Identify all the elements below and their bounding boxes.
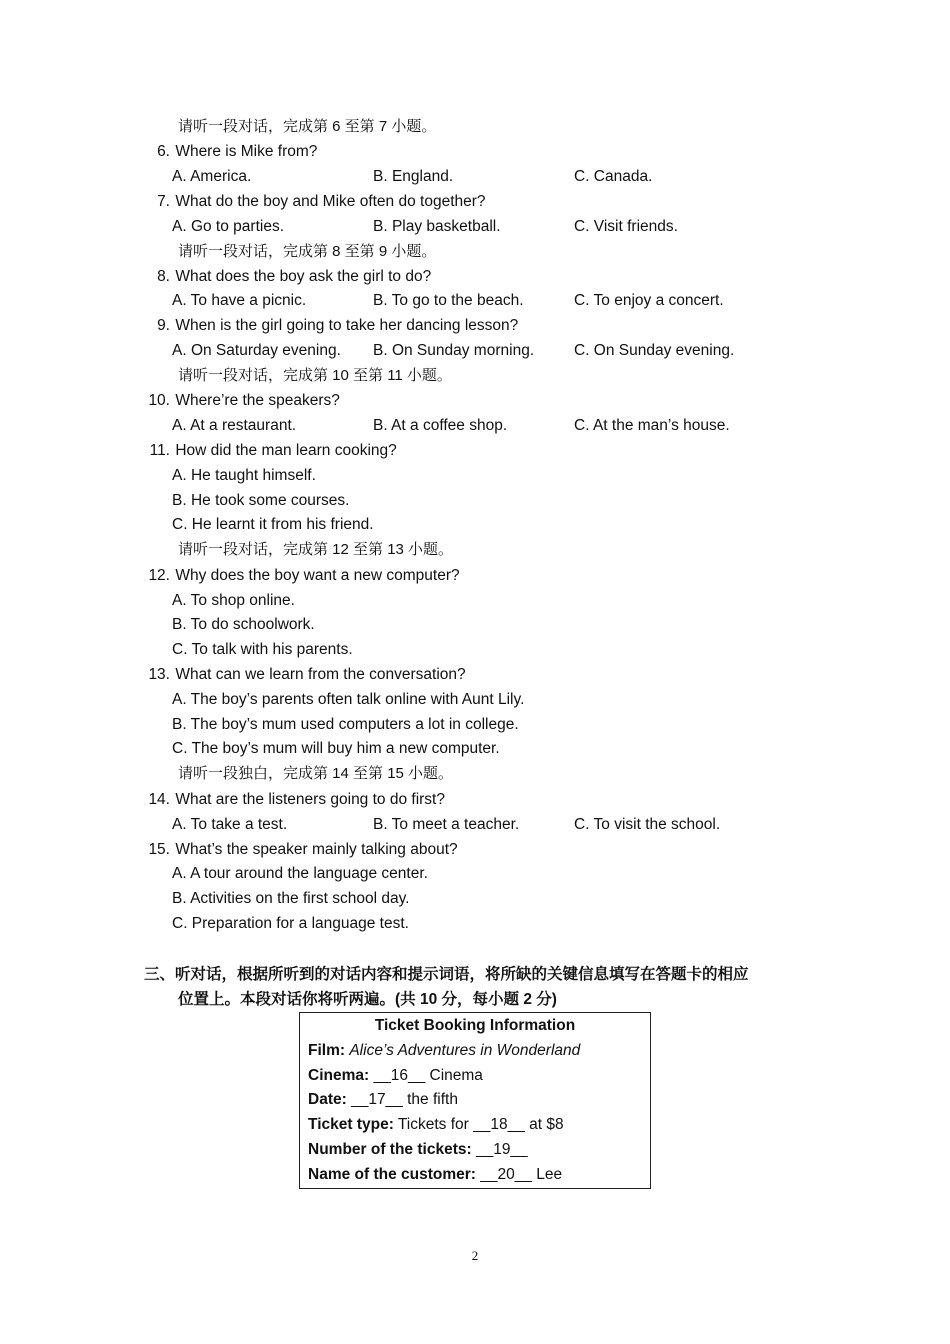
question-text: What can we learn from the conversation? bbox=[175, 666, 466, 683]
ticket-number-label: Number of the tickets: bbox=[308, 1141, 472, 1158]
customer-name-label: Name of the customer: bbox=[308, 1166, 476, 1183]
option-c: C. On Sunday evening. bbox=[574, 342, 735, 359]
question-text: Why does the boy want a new computer? bbox=[175, 567, 460, 584]
cinema-label: Cinema: bbox=[308, 1067, 370, 1084]
option-c: C. Visit friends. bbox=[574, 218, 678, 235]
question-number: 9. bbox=[157, 317, 170, 334]
option-a: A. To have a picnic. bbox=[172, 292, 307, 309]
film-label: Film: bbox=[308, 1042, 346, 1059]
question-10 bbox=[143, 391, 340, 411]
ticket-cinema-row bbox=[308, 1066, 483, 1086]
question-text: How did the man learn cooking? bbox=[175, 442, 397, 459]
question-number: 13. bbox=[148, 666, 170, 683]
option-b: B. The boy’s mum used computers a lot in college. bbox=[172, 716, 519, 733]
question-12 bbox=[143, 566, 460, 586]
ticket-film-row bbox=[308, 1041, 580, 1061]
question-text: Where is Mike from? bbox=[175, 143, 318, 160]
question-text: Where’re the speakers? bbox=[175, 392, 340, 409]
date-value: __17__ the fifth bbox=[351, 1091, 458, 1108]
option-b: B. At a coffee shop. bbox=[373, 417, 508, 434]
question-number: 6. bbox=[157, 143, 170, 160]
option-b: B. To do schoolwork. bbox=[172, 616, 315, 633]
option-c: C. To visit the school. bbox=[574, 816, 721, 833]
question-number: 12. bbox=[148, 567, 170, 584]
question-number: 14. bbox=[148, 791, 170, 808]
ticket-title: Ticket Booking Information bbox=[374, 1017, 576, 1034]
question-14 bbox=[143, 790, 445, 810]
option-c: C. The boy’s mum will buy him a new computer. bbox=[172, 740, 500, 757]
question-number: 11. bbox=[149, 442, 170, 459]
question-15 bbox=[143, 840, 458, 860]
listening-instruction: 请听一段对话，完成第 10 至第 11 小题。 bbox=[178, 367, 452, 384]
option-a: A. To shop online. bbox=[172, 592, 295, 609]
ticket-type-value: Tickets for __18__ at $8 bbox=[397, 1116, 564, 1133]
option-c: C. At the man’s house. bbox=[574, 417, 730, 434]
question-9 bbox=[143, 316, 518, 336]
question-13 bbox=[143, 665, 466, 685]
option-a: A. On Saturday evening. bbox=[172, 342, 341, 359]
section-heading: 三、听对话，根据所听到的对话内容和提示词语，将所缺的关键信息填写在答题卡的相应 bbox=[144, 966, 749, 983]
film-value: Alice’s Adventures in Wonderland bbox=[349, 1042, 581, 1059]
listening-instruction: 请听一段对话，完成第 12 至第 13 小题。 bbox=[178, 541, 454, 558]
option-a: A. America. bbox=[172, 168, 252, 185]
listening-instruction: 请听一段独白，完成第 14 至第 15 小题。 bbox=[178, 765, 454, 782]
ticket-number-value: __19__ bbox=[475, 1141, 528, 1158]
option-c: C. He learnt it from his friend. bbox=[172, 516, 374, 533]
ticket-type-row bbox=[308, 1115, 564, 1135]
question-number: 7. bbox=[157, 193, 170, 210]
date-label: Date: bbox=[308, 1091, 347, 1108]
option-a: A. At a restaurant. bbox=[172, 417, 297, 434]
question-text: What do the boy and Mike often do together? bbox=[175, 193, 486, 210]
question-text: What does the boy ask the girl to do? bbox=[175, 268, 432, 285]
cinema-value: __16__ Cinema bbox=[373, 1067, 483, 1084]
option-b: B. To go to the beach. bbox=[373, 292, 524, 309]
ticket-type-label: Ticket type: bbox=[308, 1116, 394, 1133]
option-b: B. He took some courses. bbox=[172, 492, 350, 509]
question-11 bbox=[143, 441, 397, 461]
option-b: B. Activities on the first school day. bbox=[172, 890, 410, 907]
option-c: C. To talk with his parents. bbox=[172, 641, 353, 658]
page-number: 2 bbox=[471, 1248, 479, 1263]
section-heading-continued: 位置上。本段对话你将听两遍。(共 10 分，每小题 2 分) bbox=[178, 991, 557, 1008]
option-c: C. Preparation for a language test. bbox=[172, 915, 409, 932]
question-number: 15. bbox=[148, 841, 170, 858]
option-a: A. The boy’s parents often talk online with Aunt Lily. bbox=[172, 691, 525, 708]
ticket-number-row bbox=[308, 1140, 528, 1160]
question-number: 8. bbox=[157, 268, 170, 285]
option-c: C. Canada. bbox=[574, 168, 653, 185]
question-number: 10. bbox=[148, 392, 170, 409]
ticket-booking-table bbox=[299, 1012, 651, 1189]
option-a: A. He taught himself. bbox=[172, 467, 316, 484]
listening-instruction: 请听一段对话，完成第 8 至第 9 小题。 bbox=[178, 243, 437, 260]
option-b: B. Play basketball. bbox=[373, 218, 501, 235]
question-6 bbox=[143, 142, 317, 162]
ticket-customer-row bbox=[308, 1165, 562, 1185]
ticket-date-row bbox=[308, 1090, 458, 1110]
option-b: B. England. bbox=[373, 168, 454, 185]
option-b: B. On Sunday morning. bbox=[373, 342, 535, 359]
question-8 bbox=[143, 267, 431, 287]
listening-instruction: 请听一段对话，完成第 6 至第 7 小题。 bbox=[178, 118, 437, 135]
question-text: What’s the speaker mainly talking about? bbox=[175, 841, 458, 858]
option-a: A. Go to parties. bbox=[172, 218, 284, 235]
option-a: A. To take a test. bbox=[172, 816, 288, 833]
question-text: What are the listeners going to do first? bbox=[175, 791, 445, 808]
option-b: B. To meet a teacher. bbox=[373, 816, 520, 833]
customer-name-value: __20__ Lee bbox=[480, 1166, 563, 1183]
option-a: A. A tour around the language center. bbox=[172, 865, 428, 882]
question-7 bbox=[143, 192, 486, 212]
question-text: When is the girl going to take her dancing lesson? bbox=[175, 317, 519, 334]
option-c: C. To enjoy a concert. bbox=[574, 292, 724, 309]
